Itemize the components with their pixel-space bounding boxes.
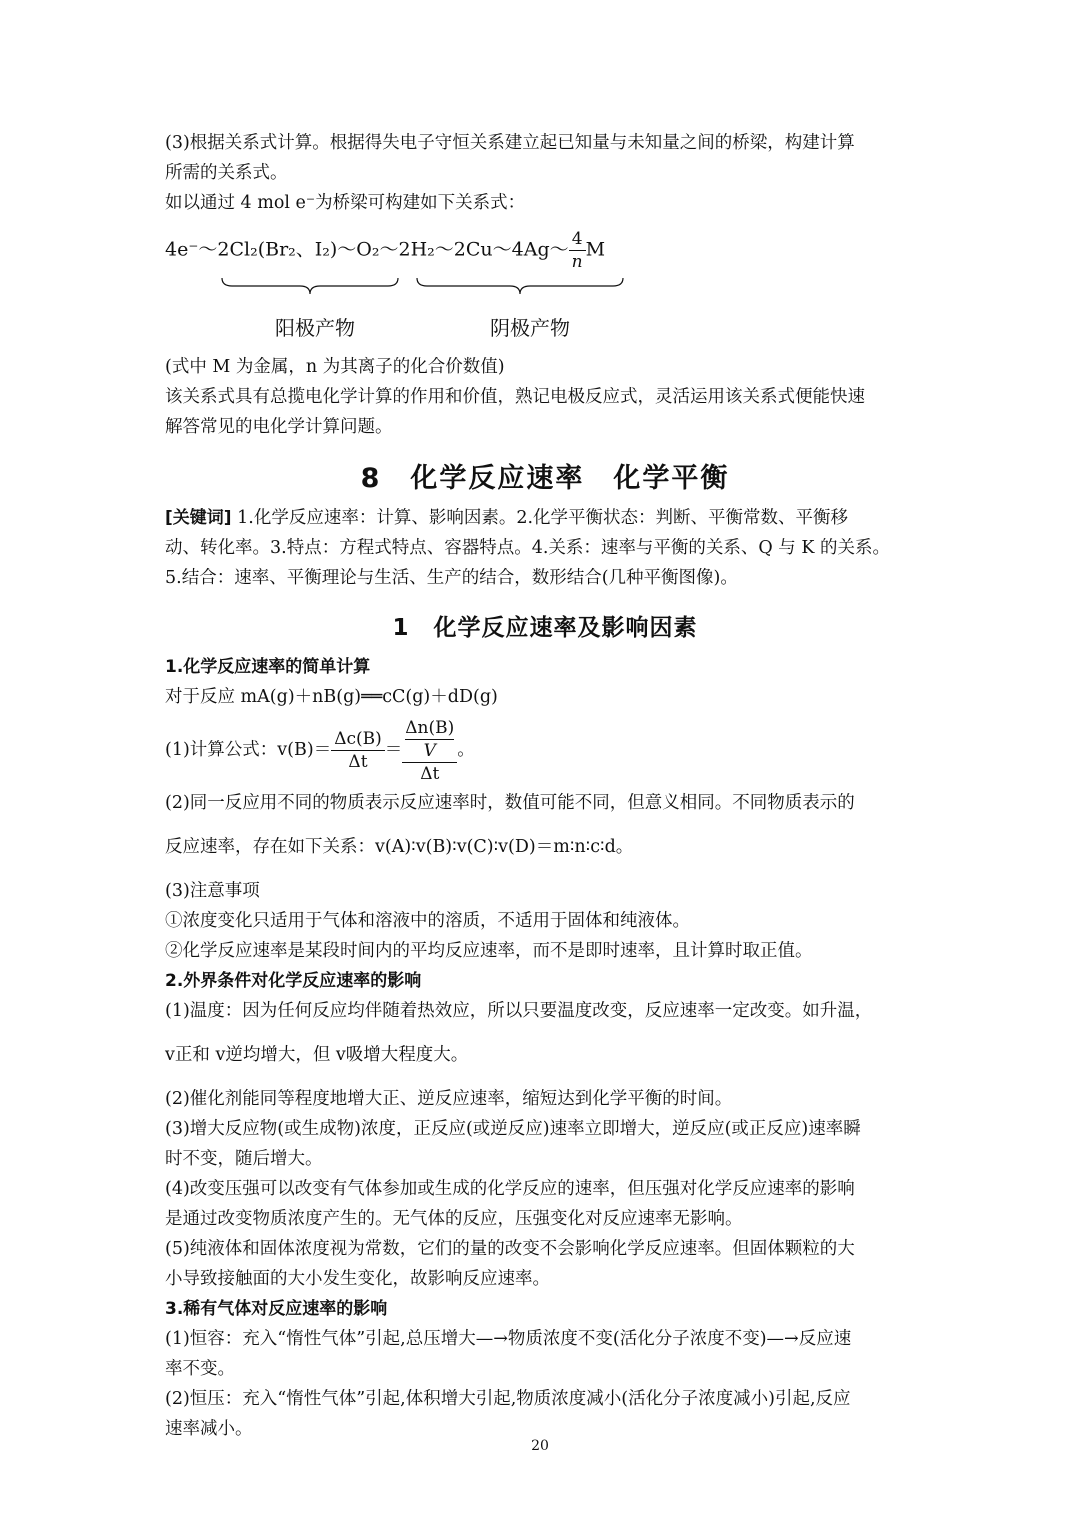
- temp-line-1: (1)温度：因为任何反应均伴随着热效应，所以只要温度改变，反应速率一定改变。如升温，: [165, 1001, 873, 1021]
- keywords-line-2: 动、转化率。3.特点：方程式特点、容器特点。4.关系：速率与平衡的关系、Q 与 K 的关系。: [165, 538, 890, 558]
- constant-pressure-line-1: (2)恒压：充入“惰性气体”引起,体积增大引起,物质浓度减小(活化分子浓度减小)引起,反应: [165, 1389, 851, 1409]
- solid-line-1: (5)纯液体和固体浓度视为常数，它们的量的改变不会影响化学反应速率。但固体颗粒的大: [165, 1239, 855, 1259]
- fraction-dc-dt: $\frac{\Delta c(B)}{\Delta t}$: [331, 728, 385, 773]
- rate-formula: [165, 712, 925, 788]
- page-number: 20: [531, 1438, 549, 1454]
- pressure-line-1: (4)改变压强可以改变有气体参加或生成的化学反应的速率，但压强对化学反应速率的影响: [165, 1179, 855, 1199]
- para-3-title: (3)注意事项: [165, 881, 260, 901]
- catalyst-line: (2)催化剂能同等程度地增大正、逆反应速率，缩短达到化学平衡的时间。: [165, 1089, 733, 1109]
- chapter-title: 8 化学反应速率 化学平衡: [360, 463, 730, 494]
- temp-line-2: v正和 v逆均增大，但 v吸增大程度大。: [165, 1045, 469, 1065]
- para-2-line-2: 反应速率，存在如下关系：v(A)∶v(B)∶v(C)∶v(D)＝m∶n∶c∶d。: [165, 837, 634, 857]
- relation-intro-2: 所需的关系式。: [165, 163, 288, 183]
- relation-note-1: (式中 M 为金属，n 为其离子的化合价数值): [165, 357, 505, 377]
- relation-note-2: 该关系式具有总揽电化学计算的作用和价值，熟记电极反应式，灵活运用该关系式便能快速: [165, 387, 865, 407]
- section-title: 1 化学反应速率及影响因素: [392, 615, 698, 641]
- concentration-line-1: (3)增大反应物(或生成物)浓度，正反应(或逆反应)速率立即增大，逆反应(或正反应)速率瞬: [165, 1119, 861, 1139]
- constant-pressure-line-2: 速率减小。: [165, 1419, 253, 1439]
- anode-label: 阳极产物: [275, 316, 355, 340]
- formula-mid: ～: [379, 238, 399, 261]
- relation-intro-3: 如以通过 4 mol e⁻为桥梁可构建如下关系式：: [165, 193, 526, 213]
- reaction-equation: 对于反应 mA(g)＋nB(g)══cC(g)＋dD(g): [165, 687, 498, 707]
- subsection-2-title: 2.外界条件对化学反应速率的影响: [165, 971, 422, 991]
- constant-volume-line-1: (1)恒容：充入“惰性气体”引起,总压增大—→物质浓度不变(活化分子浓度不变)—→反应速: [165, 1329, 852, 1349]
- formula-end: M: [585, 238, 606, 261]
- keywords-label: [关键词]: [165, 508, 232, 528]
- formula-prefix: (1)计算公式：v(B)＝: [165, 740, 332, 760]
- cathode-brace: [415, 276, 625, 296]
- brace-labels: [165, 308, 925, 352]
- subsection-3-title: 3.稀有气体对反应速率的影响: [165, 1299, 388, 1319]
- para-3-item-b: ②化学反应速率是某段时间内的平均反应速率，而不是即时速率，且计算时取正值。: [165, 941, 813, 961]
- para-2-line-1: (2)同一反应用不同的物质表示反应速率时，数值可能不同，但意义相同。不同物质表示的: [165, 793, 855, 813]
- relation-intro-1: (3)根据关系式计算。根据得失电子守恒关系建立起已知量与未知量之间的桥梁，构建计算: [165, 133, 855, 153]
- formula-left: 4e⁻～: [165, 238, 218, 261]
- page-content: [165, 128, 925, 1444]
- anode-brace: [220, 276, 400, 296]
- formula-suffix: 。: [457, 740, 475, 760]
- constant-volume-line-2: 率不变。: [165, 1359, 235, 1379]
- solid-line-2: 小导致接触面的大小发生变化，故影响反应速率。: [165, 1269, 550, 1289]
- keywords-line-1: [关键词] 1.化学反应速率：计算、影响因素。2.化学平衡状态：判断、平衡常数、平衡移: [165, 508, 849, 528]
- pressure-line-2: 是通过改变物质浓度产生的。无气体的反应，压强变化对反应速率无影响。: [165, 1209, 743, 1229]
- fraction-dn-v-dt: Δn(B) V Δt: [402, 717, 457, 785]
- formula-cathode: 2H₂～2Cu～4Ag～: [398, 238, 569, 261]
- cathode-label: 阴极产物: [490, 316, 570, 340]
- formula-anode: 2Cl₂(Br₂、I₂)～O₂: [217, 238, 380, 261]
- para-3-item-a: ①浓度变化只适用于气体和溶液中的溶质，不适用于固体和纯液体。: [165, 911, 690, 931]
- formula-equals: ＝: [384, 740, 403, 760]
- relation-note-3: 解答常见的电化学计算问题。: [165, 417, 393, 437]
- relation-formula: [165, 228, 925, 308]
- fraction-4-over-n: $\frac{4}{n}$: [569, 228, 586, 273]
- concentration-line-2: 时不变，随后增大。: [165, 1149, 323, 1169]
- subsection-1-title: 1.化学反应速率的简单计算: [165, 657, 371, 677]
- keywords-line-3: 5.结合：速率、平衡理论与生活、生产的结合，数形结合(几种平衡图像)。: [165, 568, 738, 588]
